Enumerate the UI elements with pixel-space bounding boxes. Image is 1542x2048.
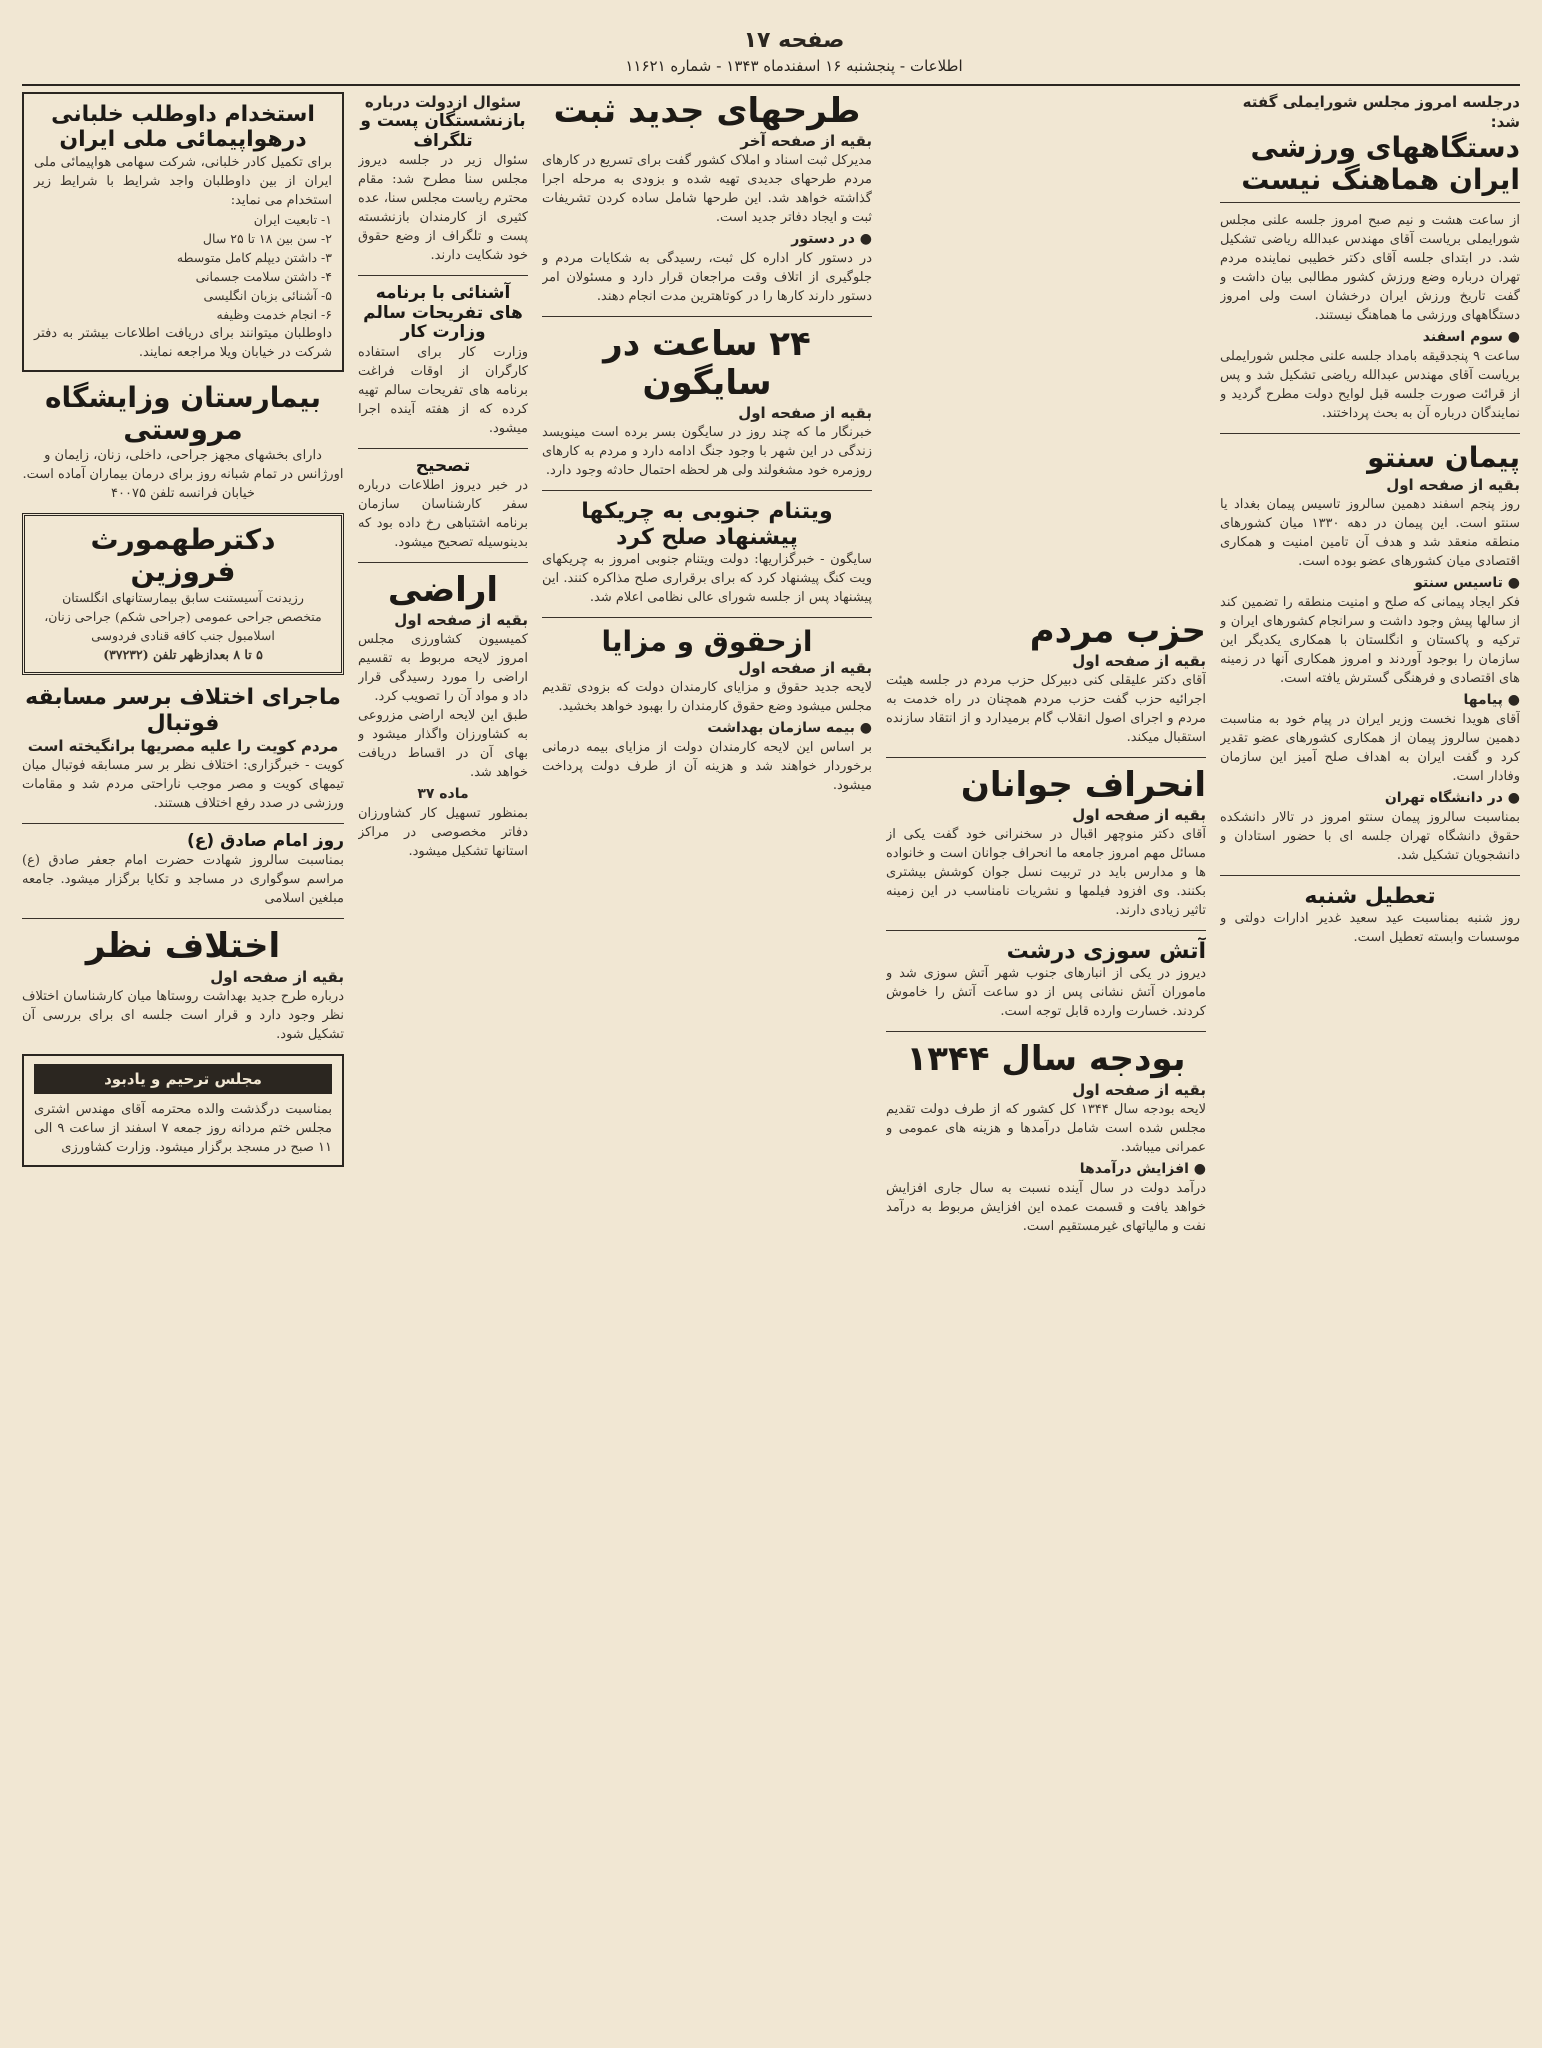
cento-subhead-3: ● در دانشگاه تهران <box>1384 789 1520 806</box>
hospital-headline: بیمارستان وزایشگاه مروستی <box>45 380 321 446</box>
recreation-article <box>358 284 528 438</box>
sports-subhead: ● سوم اسفند <box>1422 329 1520 346</box>
dispute-kicker: بقیه از صفحه اول <box>210 967 344 986</box>
sports-kicker: درجلسه امروز مجلس شورایملی گفته شد: <box>1242 93 1520 131</box>
cento-body-4: بمناسبت سالروز پیمان سنتو امروز در تالار دانشکده حقوق دانشگاه تهران جلسه ای با حضور استادان و دانشجویان تشکیل شد. <box>1220 809 1520 863</box>
lands-body-3: بمنظور تسهیل کار کشاورزان دفاتر مخصوصی در مراکز استانها تشکیل میشود. <box>358 806 528 860</box>
party-body: آقای دکتر علیقلی کنی دبیرکل حزب مردم در جلسه هیئت اجرائیه حزب گفت حزب مردم همچنان در راه خدمت به مردم و اجرای اصول انقلاب گام برمیدارد و از انتقاد سازنده استقبال میکند. <box>886 673 1206 746</box>
cento-body-2: فکر ایجاد پیمانی که صلح و امنیت منطقه را تضمین کند از سالها پیش وجود داشت و سرانجام کشورهای ایران و ترکیه و پاکستان و انگلستان با همکاری یکدیگر این سازمان را بوجود آوردند و امروز همکاری آنها در زمینه های اقتصادی و فرهنگی گسترش یافته است. <box>1220 594 1520 686</box>
lands-headline: اراضی <box>387 570 499 611</box>
lands-subhead: ماده ۳۷ <box>417 786 469 803</box>
budget-subhead: ● افزایش درآمدها <box>1079 1160 1206 1177</box>
page-number: صفحه ۱۷ <box>743 28 845 53</box>
divider <box>1220 202 1520 203</box>
divider <box>358 562 528 563</box>
dispute-body: درباره طرح جدید بهداشت روستاها میان کارشناسان اختلاف نظر وجود دارد و قرار است جلسه ای برای بررسی آن تشکیل شود. <box>22 988 344 1042</box>
doctor-name: دکترطهمورث فروزین <box>90 522 276 589</box>
party-headline: حزب مردم <box>1029 611 1206 651</box>
doctor-specialty: متخصص جراحی عمومی (جراحی شکم) جراحی زنان، اسلامبول جنب کافه قنادی فردوسی <box>44 609 322 644</box>
football-kicker: مردم کویت را علیه مصریها برانگیخته است <box>27 736 339 755</box>
football-headline: ماجرای اختلاف برسر مسابقه فوتبال <box>25 685 341 736</box>
pilot-hiring-item: ۱- تابعیت ایران <box>253 211 332 227</box>
saigon-article <box>542 325 872 480</box>
column-4 <box>358 92 528 2026</box>
pension-headline: بازنشستگان پست و تلگراف <box>360 111 526 151</box>
folio-center <box>612 28 976 75</box>
registration-headline: طرحهای جدید ثبت <box>553 92 861 131</box>
youth-body: آقای دکتر منوچهر اقبال در سخنرانی خود گفت یکی از مسائل مهم امروز جامعه ما انحراف جوانان است و خانواده ها و مدارس باید در تربیت نسل جوان کوشش بیشتری بکنند. وی افزود فیلمها و نشریات نامناسب در این زمینه تاثیر زیادی دارند. <box>886 827 1206 919</box>
cento-body-3: آقای هویدا نخست وزیر ایران در پیام خود به مناسبت دهمین سالروز پیمان از همکاری کشورهای عضو تقدیر کرد و گفت ایران به اهداف صلح آمیز این سازمان وفادار است. <box>1220 711 1520 784</box>
lands-kicker: بقیه از صفحه اول <box>394 611 528 630</box>
imam-body: بمناسبت سالروز شهادت حضرت امام جعفر صادق (ع) مراسم سوگواری در مساجد و تکایا برگزار میشود. جامعه مبلغین اسلامی <box>22 853 344 907</box>
holiday-headline: تعطیل شنبه <box>1304 883 1436 909</box>
correction-body: در خبر دیروز اطلاعات درباره سفر کارشناسان سازمان برنامه اشتباهی رخ داده بود که بدینوسیله تصحیح میشود. <box>358 478 528 551</box>
fire-headline: آتش سوزی درشت <box>1006 939 1206 965</box>
holiday-notice <box>1220 884 1520 947</box>
imam-headline: روز امام صادق (ع) <box>187 830 344 851</box>
sports-body-2: ساعت ۹ پنجدقیقه بامداد جلسه علنی مجلس شورایملی بریاست آقای مهندس عبدالله ریاضی تشکیل شد و پس از قرائت صورت جلسه قبل لوایح دولت مطرح گردید و نمایندگان درباره آن به بحث پرداختند. <box>1220 349 1520 422</box>
divider <box>1220 875 1520 876</box>
lands-body: کمیسیون کشاورزی مجلس امروز لایحه مربوط به تقسیم اراضی را مورد رسیدگی قرار داد و مواد آن را تصویب کرد. <box>358 632 528 705</box>
divider <box>886 930 1206 931</box>
sports-body: از ساعت هشت و نیم صبح امروز جلسه علنی مجلس شورایملی بریاست آقای مهندس عبدالله ریاضی تشکیل شد. در ابتدای جلسه آقای دکتر خطیبی نماینده مردم تهران درباره وضع ورزش کشور مطالبی بیان داشت و گفت تاریخ ورزش ایران درخشان است ولی امروز دستگاههای ورزشی ما هماهنگ نیستند. <box>1220 213 1520 324</box>
lands-body-2: طبق این لایحه اراضی مزروعی به کشاورزان واگذار میشود و بهای آن در اقساط دریافت خواهد شد. <box>358 708 528 781</box>
correction-headline: تصحیح <box>415 455 471 476</box>
divider <box>542 490 872 491</box>
football-body: کویت - خبرگزاری: اختلاف نظر بر سر مسابقه فوتبال میان تیمهای کویت و مصر موجب ناراحتی مردم شد و مقامات ورزشی در صدد رفع اختلاف هستند. <box>22 757 344 811</box>
pilot-hiring-item: ۵- آشنائی بزبان انگلیسی <box>203 287 332 303</box>
saigon-headline: ۲۴ ساعت در سایگون <box>603 324 811 404</box>
pilot-hiring-item: ۳- داشتن دیپلم کامل متوسطه <box>176 249 332 265</box>
cento-subhead-1: ● تاسیس سنتو <box>1414 574 1520 591</box>
saigon-body: خبرنگار ما که چند روز در سایگون بسر برده است مینویسد زندگی در این شهر با وجود جنگ ادامه دارد و مردم به کارهای روزمره خود مشغولند ولی هر لحظه احتمال حادثه وجود دارد. <box>542 425 872 479</box>
pilot-hiring-ad <box>22 92 344 372</box>
divider <box>358 448 528 449</box>
cento-subhead-2: ● پیامها <box>1463 691 1520 708</box>
column-5 <box>22 92 344 2026</box>
recreation-body: وزارت کار برای استفاده کارگران از اوقات فراغت برنامه های تفریحات سالم تهیه کرده که از هفته آینده اجرا میشود. <box>358 344 528 436</box>
pilot-hiring-item: ۴- داشتن سلامت جسمانی <box>195 268 332 284</box>
pension-article <box>358 92 528 265</box>
rights-body-2: بر اساس این لایحه کارمندان دولت از مزایای بیمه درمانی برخوردار خواهند شد و هزینه آن از طرف دولت پرداخت میشود. <box>542 740 872 794</box>
hospital-ad <box>22 382 344 503</box>
vietnam-article <box>542 499 872 607</box>
cento-body: روز پنجم اسفند دهمین سالروز تاسیس پیمان بغداد یا سنتو است. این پیمان در دهه ۱۳۳۰ میان کشورهای منطقه منعقد شد و هدف آن تامین امنیت و همکاری اقتصادی میان کشورهای عضو بوده است. <box>1220 496 1520 569</box>
budget-body-2: درآمد دولت در سال آینده نسبت به سال جاری افزایش خواهد یافت و قسمت عمده این افزایش مربوط به درآمد نفت و مالیاتهای غیرمستقیم است. <box>886 1180 1206 1234</box>
saigon-kicker: بقیه از صفحه اول <box>738 404 872 423</box>
fire-body: دیروز در یکی از انبارهای جنوب شهر آتش سوزی شد و ماموران آتش نشانی پس از دو ساعت آتش را خاموش کردند. خسارت وارده قابل توجه است. <box>886 966 1206 1020</box>
issue-meta: اطلاعات - پنجشنبه ۱۶ اسفندماه ۱۳۴۳ - شماره ۱۱۶۲۱ <box>625 57 963 75</box>
imam-notice <box>22 832 344 909</box>
recreation-headline: آشنائی با برنامه های تفریحات سالم وزارت کار <box>363 283 523 343</box>
budget-body: لایحه بودجه سال ۱۳۴۴ کل کشور که از طرف دولت تقدیم مجلس شده است شامل درآمدها و هزینه های عمومی و عمرانی میباشد. <box>886 1101 1206 1155</box>
folio-rule <box>22 84 1520 86</box>
pension-kicker: سئوال ازدولت درباره <box>364 93 522 111</box>
budget-kicker: بقیه از صفحه اول <box>1072 1080 1206 1099</box>
football-article <box>22 685 344 813</box>
vietnam-headline: ویتنام جنوبی به چریکها پیشنهاد صلح کرد <box>581 499 833 550</box>
pilot-hiring-item: ۲- سن بین ۱۸ تا ۲۵ سال <box>202 230 332 246</box>
dispute-article <box>22 927 344 1043</box>
column-1 <box>1220 92 1520 2026</box>
pilot-hiring-body: برای تکمیل کادر خلبانی، شرکت سهامی هواپیمائی ملی ایران از بین داوطلبان واجد شرایط با شرایط زیر استخدام می نماید: <box>34 154 332 208</box>
party-article <box>886 612 1206 747</box>
youth-headline: انحراف جوانان <box>960 765 1206 806</box>
rights-article <box>542 626 872 795</box>
pilot-hiring-item: ۶- انجام خدمت وظیفه <box>216 306 332 322</box>
page-folio <box>22 28 1520 86</box>
rights-kicker: بقیه از صفحه اول <box>738 659 872 678</box>
fire-article <box>886 939 1206 1021</box>
divider <box>542 316 872 317</box>
registration-kicker: بقیه از صفحه آخر <box>740 132 872 151</box>
youth-article <box>886 766 1206 920</box>
party-kicker: بقیه از صفحه اول <box>1072 652 1206 671</box>
pension-body: سئوال زیر در جلسه دیروز مجلس سنا مطرح شد: مقام محترم ریاست مجلس سنا، عده کثیری از کارمندان بازنشسته پست و تلگراف از وضع حقوق خود شکایت دارند. <box>358 153 528 264</box>
column-3 <box>542 92 872 2026</box>
vietnam-body: سایگون - خبرگزاریها: دولت ویتنام جنوبی امروز به چریکهای ویت کنگ پیشنهاد کرد که برای برقراری صلح مذاکره کنند. این پیشنهاد پس از جلسه شورای عالی نظامی اعلام شد. <box>542 551 872 605</box>
rights-subhead: ● بیمه سازمان بهداشت <box>707 720 872 737</box>
divider <box>886 757 1206 758</box>
divider <box>542 617 872 618</box>
doctor-credential: رزیدنت آسیستنت سابق بیمارستانهای انگلستان <box>62 590 304 606</box>
divider <box>358 275 528 276</box>
registration-article <box>542 92 872 306</box>
pilot-hiring-footer: داوطلبان میتوانند برای دریافت اطلاعات بیشتر به دفتر شرکت در خیابان ویلا مراجعه نمایند. <box>34 325 332 360</box>
memorial-ad <box>22 1054 344 1167</box>
registration-body: مدیرکل ثبت اسناد و املاک کشور گفت برای تسریع در کارهای مردم طرحهای جدیدی تهیه شده و بزودی به مرحله اجرا گذاشته خواهد شد. این طرحها شامل ساده کردن تشریفات ثبت و ایجاد دفاتر جدید است. <box>542 153 872 226</box>
pilot-hiring-headline: استخدام داوطلب خلبانی درهواپیمائی ملی ایران <box>51 102 315 153</box>
cento-headline: پیمان سنتو <box>1367 441 1520 475</box>
divider <box>22 823 344 824</box>
column-2 <box>886 92 1206 2026</box>
lands-article <box>358 571 528 861</box>
hospital-body: دارای بخشهای مجهز جراحی، داخلی، زنان، زایمان و اورژانس در تمام شبانه روز برای درمان بیماران آماده است. خیابان فرانسه تلفن ۴۰۰۷۵ <box>22 447 344 501</box>
divider <box>22 918 344 919</box>
divider <box>1220 433 1520 434</box>
dispute-headline: اختلاف نظر <box>85 926 281 967</box>
youth-kicker: بقیه از صفحه اول <box>1072 806 1206 825</box>
cento-kicker: بقیه از صفحه اول <box>1386 475 1520 494</box>
correction-article <box>358 457 528 553</box>
doctor-ad <box>22 513 344 675</box>
registration-body-2: در دستور کار اداره کل ثبت، رسیدگی به شکایات مردم و جلوگیری از اتلاف وقت مراجعان قرار دارد و مسئولان امر دستور دارند کارها را در کوتاهترین مدت انجام دهند. <box>542 251 872 305</box>
holiday-body: روز شنبه بمناسبت عید سعید غدیر ادارات دولتی و موسسات وابسته تعطیل است. <box>1220 910 1520 945</box>
memorial-headline: مجلس ترحیم و یادبود <box>34 1064 332 1094</box>
sports-headline: دستگاههای ورزشی ایران هماهنگ نیست <box>1241 131 1520 197</box>
cento-article <box>1220 442 1520 864</box>
registration-subhead: ● در دستور <box>791 231 872 248</box>
sports-article <box>1220 92 1520 423</box>
rights-headline: ازحقوق و مزایا <box>601 624 813 658</box>
rights-body: لایحه جدید حقوق و مزایای کارمندان دولت که بزودی تقدیم مجلس میشود وضع حقوق کارمندان را بهبود خواهد بخشید. <box>542 680 872 715</box>
budget-headline: بودجه سال ۱۳۴۴ <box>906 1039 1186 1080</box>
doctor-hours: ۵ تا ۸ بعدازظهر تلفن (۳۷۲۳۲) <box>103 647 263 663</box>
memorial-body: بمناسبت درگذشت والده محترمه آقای مهندس اشتری مجلس ختم مردانه روز جمعه ۷ اسفند از ساعت ۹ الی ۱۱ صبح در مسجد برگزار میشود. وزارت کشاورزی <box>34 1101 332 1155</box>
budget-article <box>886 1040 1206 1235</box>
divider <box>886 1031 1206 1032</box>
